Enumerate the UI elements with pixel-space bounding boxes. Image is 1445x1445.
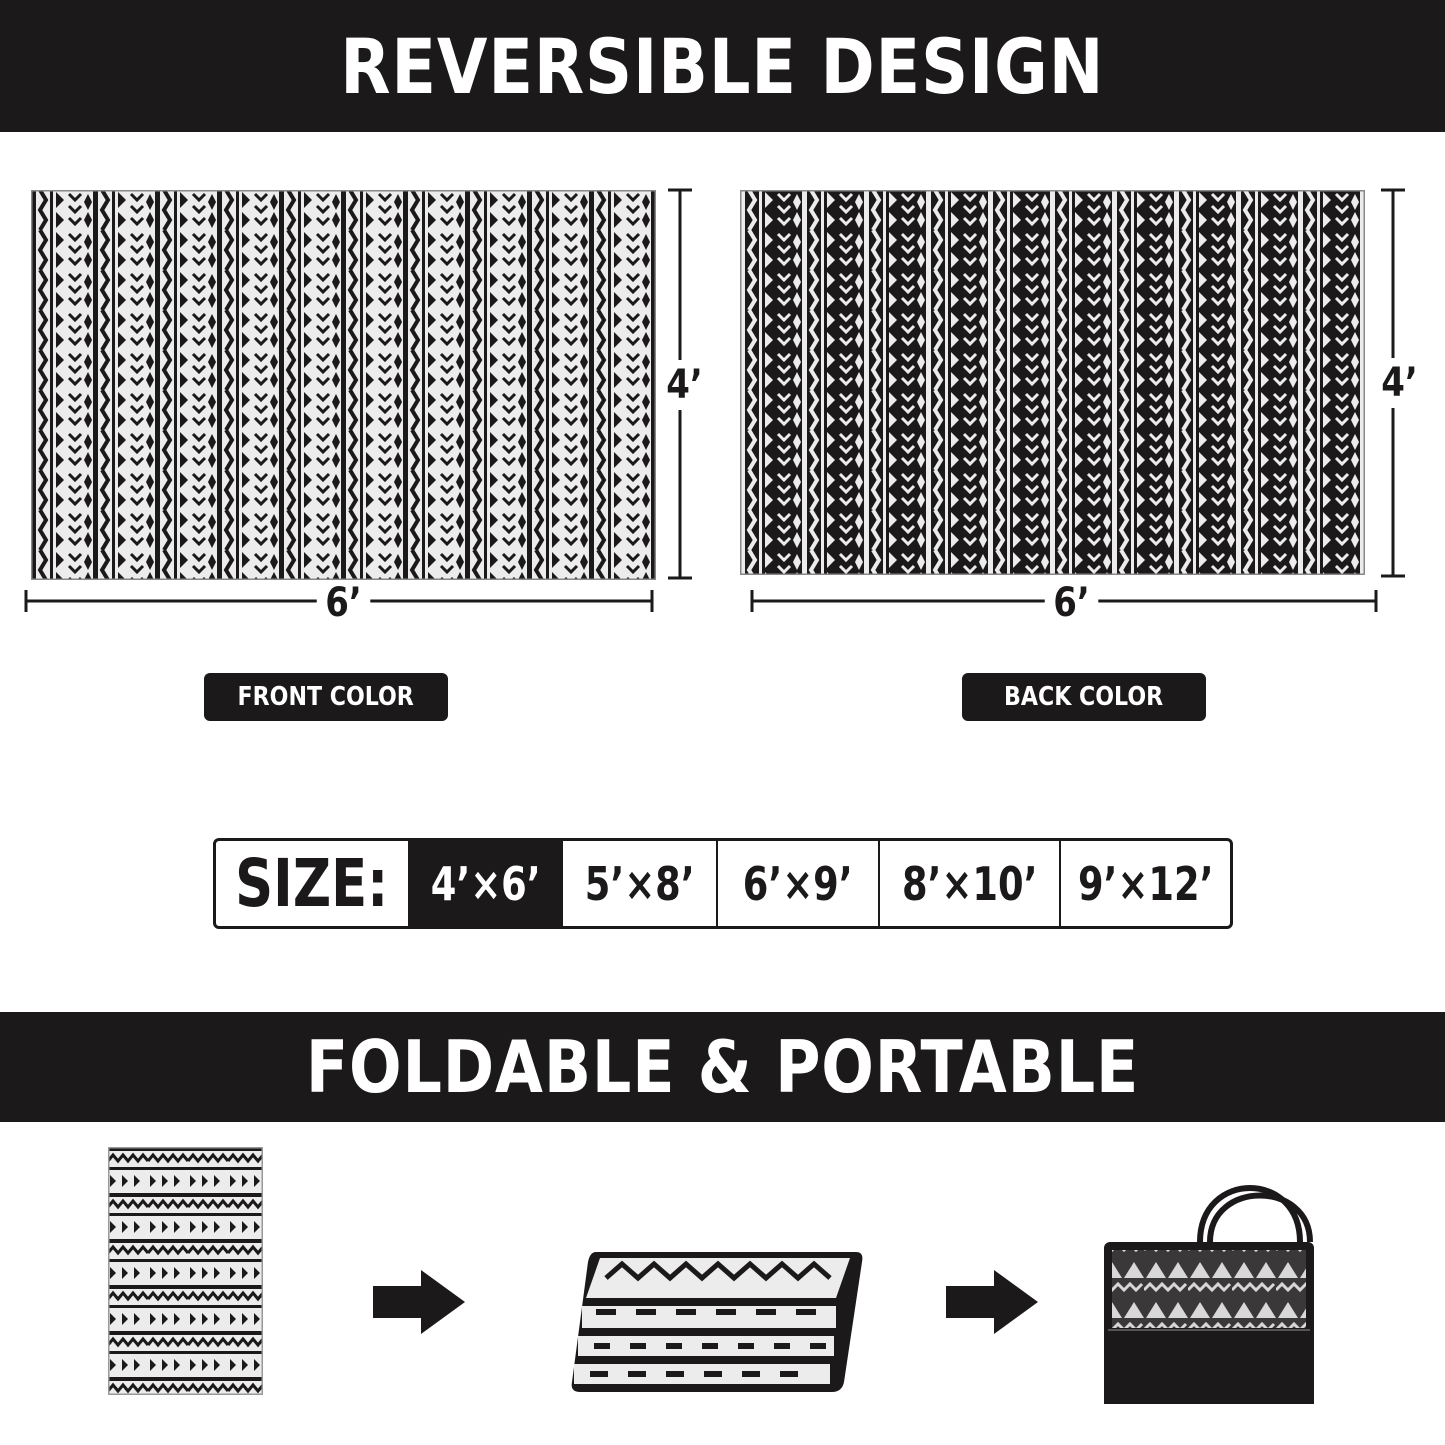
size-option-label: 4’×6’ (430, 856, 541, 911)
size-option-5x8[interactable] (563, 841, 716, 926)
size-option-9x12[interactable] (1059, 841, 1231, 926)
banner-title-foldable: FOLDABLE & PORTABLE (305, 1025, 1140, 1109)
size-option-8x10[interactable] (878, 841, 1058, 926)
back-height-label: 4’ (1381, 360, 1418, 406)
size-option-4x6[interactable] (408, 841, 564, 926)
back-color-caption-text: BACK COLOR (1004, 682, 1164, 712)
size-option-label: 5’×8’ (584, 856, 695, 911)
front-width-label: 6’ (317, 580, 371, 626)
size-label (216, 841, 408, 926)
front-color-caption-text: FRONT COLOR (237, 682, 415, 712)
size-label-text: SIZE: (235, 845, 389, 922)
front-color-caption (204, 673, 448, 721)
bottom-banner (0, 1012, 1445, 1122)
back-width-label: 6’ (1045, 580, 1099, 626)
size-selector (213, 838, 1233, 929)
size-option-label: 9’×12’ (1077, 856, 1214, 911)
size-option-label: 8’×10’ (901, 856, 1038, 911)
size-option-6x9[interactable] (716, 841, 878, 926)
size-option-label: 6’×9’ (743, 856, 854, 911)
back-color-caption (962, 673, 1206, 721)
banner-title-reversible: REVERSIBLE DESIGN (340, 21, 1105, 111)
front-height-label: 4’ (666, 362, 703, 408)
front-rug-image (31, 190, 656, 580)
folded-rug-image (566, 1232, 866, 1402)
storage-bag-image (1100, 1180, 1320, 1410)
arrow-right-icon-2 (946, 1270, 1038, 1334)
back-rug-image (740, 190, 1365, 575)
flat-rug-image (108, 1147, 263, 1395)
arrow-right-icon (373, 1270, 465, 1334)
top-banner (0, 0, 1445, 132)
